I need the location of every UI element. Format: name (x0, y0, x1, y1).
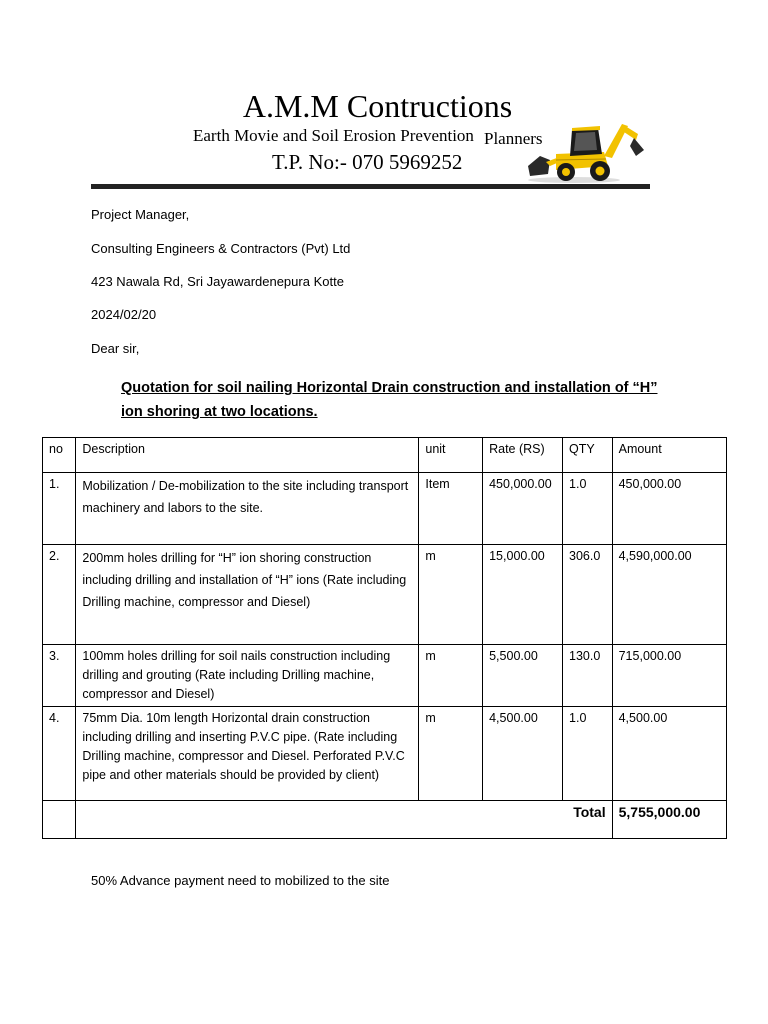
row-unit: m (419, 545, 483, 645)
row-unit: m (419, 707, 483, 801)
company-name: A.M.M Contructions (242, 88, 513, 124)
row-description: 100mm holes drilling for soil nails construction including drilling and grouting (Rate including Drilling machine, compressor and Diesel) (76, 645, 419, 707)
row-no: 4. (43, 707, 76, 801)
row-rate: 5,500.00 (483, 645, 563, 707)
letterhead-divider (91, 184, 650, 189)
table-row (43, 473, 727, 545)
row-unit: m (419, 645, 483, 707)
table-header-row (43, 438, 727, 473)
backhoe-loader-icon (526, 116, 646, 186)
payment-note: 50% Advance payment need to mobilized to the site (91, 873, 390, 888)
row-description: Mobilization / De-mobilization to the site including transport machinery and labors to the site. (76, 473, 419, 545)
row-amount: 450,000.00 (612, 473, 726, 545)
recipient-address: 423 Nawala Rd, Sri Jayawardenepura Kotte (91, 274, 344, 289)
row-qty: 1.0 (563, 473, 613, 545)
company-tagline-end: Planners (484, 129, 543, 148)
header-unit: unit (419, 438, 483, 473)
header-no: no (43, 438, 76, 473)
header-amount: Amount (612, 438, 726, 473)
row-description: 200mm holes drilling for “H” ion shoring construction including drilling and installation of “H” ions (Rate including Drilling machine, compressor and Diesel) (76, 545, 419, 645)
letter-date: 2024/02/20 (91, 307, 157, 322)
total-empty-cell (43, 801, 76, 839)
company-tagline: Earth Movie and Soil Erosion Prevention (193, 126, 474, 145)
quotation-table (42, 437, 727, 839)
row-unit: Item (419, 473, 483, 545)
row-qty: 306.0 (563, 545, 613, 645)
recipient-title: Project Manager, (91, 207, 190, 222)
table-row (43, 545, 727, 645)
header-qty: QTY (563, 438, 613, 473)
row-description: 75mm Dia. 10m length Horizontal drain construction including drilling and inserting P.V.C pipe. (Rate including Drilling machine, compressor and Diesel. Perforated P.V.C pipe and other materials should be provided by client) (76, 707, 419, 801)
header-description: Description (76, 438, 419, 473)
total-label: Total (76, 801, 612, 839)
row-amount: 4,590,000.00 (612, 545, 726, 645)
row-amount: 4,500.00 (612, 707, 726, 801)
table-total-row (43, 801, 727, 839)
salutation: Dear sir, (91, 341, 140, 356)
row-rate: 450,000.00 (483, 473, 563, 545)
header-rate: Rate (RS) (483, 438, 563, 473)
subject-heading: Quotation for soil nailing Horizontal Drain construction and installation of “H” ion shoring at two locations. (121, 380, 658, 420)
row-qty: 130.0 (563, 645, 613, 707)
letterhead (0, 0, 768, 200)
table-row (43, 645, 727, 707)
company-phone: T.P. No:- 070 5969252 (272, 150, 463, 174)
row-no: 2. (43, 545, 76, 645)
row-qty: 1.0 (563, 707, 613, 801)
row-no: 1. (43, 473, 76, 545)
row-rate: 4,500.00 (483, 707, 563, 801)
total-value: 5,755,000.00 (612, 801, 726, 839)
table-row (43, 707, 727, 801)
row-no: 3. (43, 645, 76, 707)
row-rate: 15,000.00 (483, 545, 563, 645)
row-amount: 715,000.00 (612, 645, 726, 707)
recipient-company: Consulting Engineers & Contractors (Pvt) Ltd (91, 241, 351, 256)
